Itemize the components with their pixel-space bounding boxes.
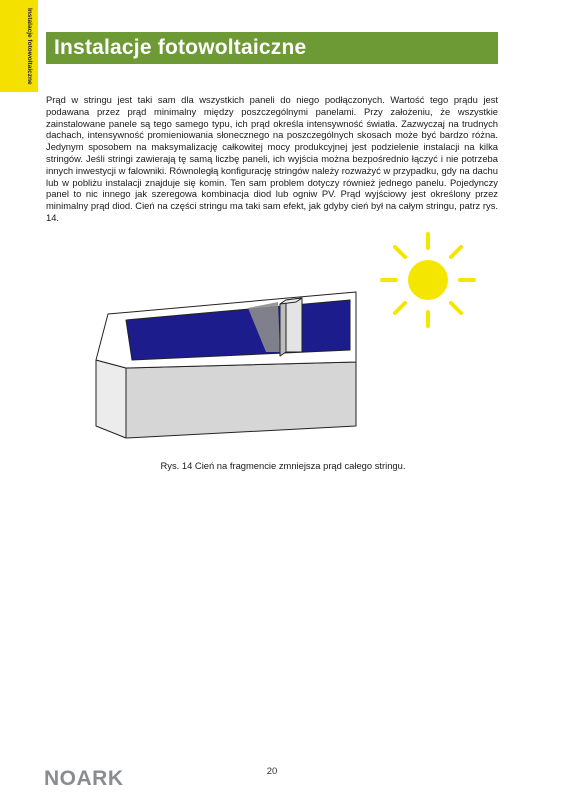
page-title: Instalacje fotowoltaiczne — [54, 36, 307, 59]
page-number: 20 — [266, 766, 278, 777]
house-front-wall — [126, 362, 356, 438]
house — [96, 292, 356, 438]
chimney-front — [286, 298, 302, 352]
house-gable — [96, 360, 126, 438]
figure-caption: Rys. 14 Cień na fragmencie zmniejsza prąd całego stringu. — [160, 460, 406, 471]
logo-text: NOARK — [44, 767, 124, 790]
body-paragraph: Prąd w stringu jest taki sam dla wszystkich paneli do niego podłączonych. Wartość tego prądu jest podawana przez prąd minimalny między poszczególnymi panelami. Przy założeniu, że wszystkie zainstalowane panele są tego samego typu, ich prąd określa intensywność światła. Zazwyczaj na trudnych dachach, intensywność promieniowania słonecznego na poszczególnych skosach może być bardzo różna. Jedynym sposobem na maksymalizację całkowitej mocy produkcyjnej jest podzielenie instalacji na kilka stringów. Jeśli stringi zawierają tę samą liczbę paneli, ich wyjścia można bezpośrednio łączyć i nie potrzeba innych inwestycji w falowniki. Równoległą konfigurację stringów należy rozważyć w przypadku, gdy na dachu lub w pobliżu instalacji znajduje się komin. Ten sam problem dotyczy również jednego panelu. Pojedynczy panel to nic innego jak szeregowa kombinacja diod lub ogniw PV. Prąd wyjściowy jest określony przez minimalny prąd diod. Cień na części stringu ma taki sam efekt, jak gdyby cień był na całym stringu, patrz rys. 14. — [46, 94, 498, 223]
noark-logo — [42, 766, 142, 790]
chimney-side — [280, 300, 286, 356]
side-tab-label: Instalacje fotowoltaiczne — [26, 8, 33, 85]
house-shading-illustration — [88, 228, 478, 448]
title-bar — [46, 32, 498, 64]
sun-icon — [382, 234, 474, 326]
side-tab — [0, 0, 38, 92]
